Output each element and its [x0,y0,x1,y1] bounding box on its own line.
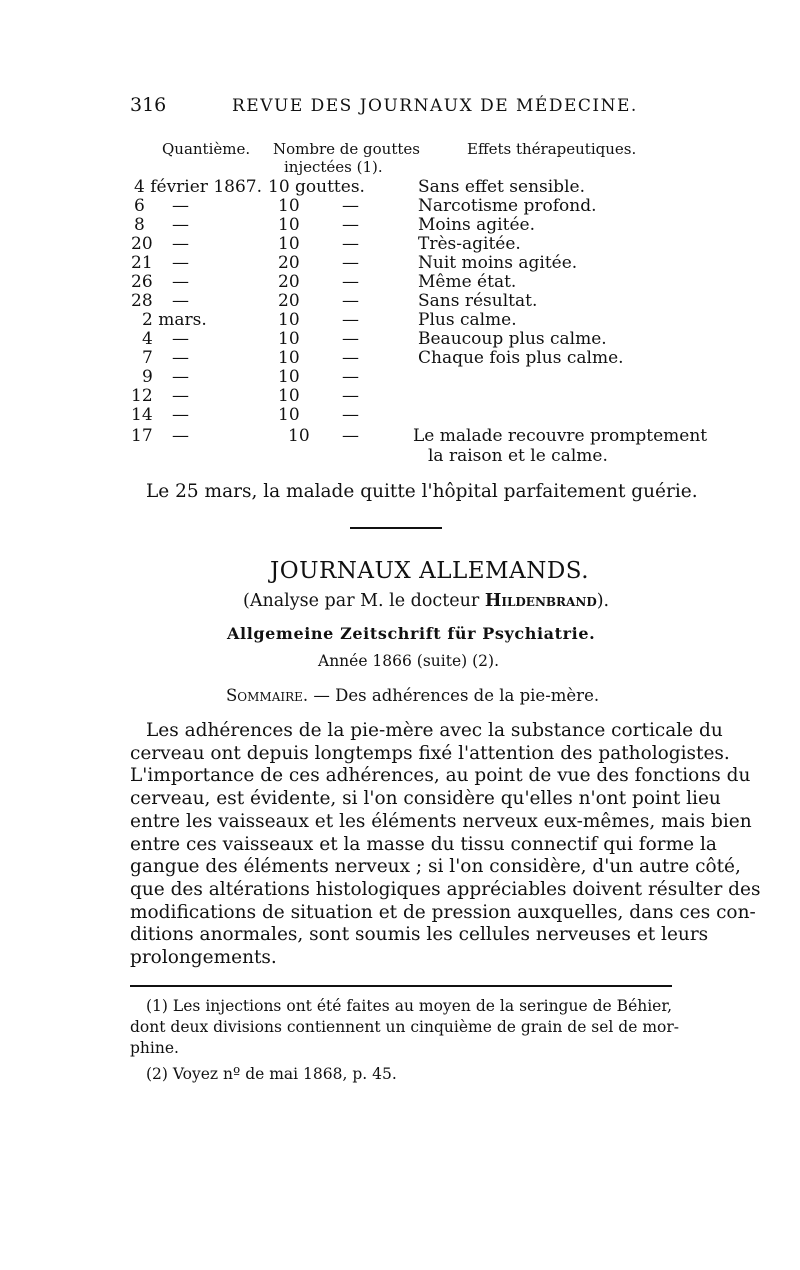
table-row [0,291,800,310]
journal-title: Allgemeine Zeitschrift für Psychiatrie. [227,624,596,643]
row-drops: 10 [278,329,300,349]
running-title: REVUE DES JOURNAUX DE MÉDECINE. [232,96,638,116]
footnote-line: (2) Voyez nº de mai 1868, p. 45. [146,1065,397,1083]
summary-text: — Des adhérences de la pie-mère. [308,686,600,705]
row-date: 21 [131,253,153,273]
row-ditto-1: — [172,253,189,273]
row-effect: Même état. [418,272,517,292]
table-row-continuation [0,446,800,465]
footnote-1 [130,996,680,1059]
byline [243,591,609,611]
row-effect: Moins agitée. [418,215,535,235]
row-effect: Chaque fois plus calme. [418,348,624,368]
row-drops: 10 [278,310,300,330]
row-ditto-2: — [342,234,359,254]
table-row [0,272,800,291]
row-ditto-1: — [172,272,189,292]
footnote-line: phine. [130,1039,179,1057]
row-date: 4 février 1867. [134,177,262,197]
byline-suffix: ). [596,591,610,611]
table-row [0,386,800,405]
table-row [0,234,800,253]
row-date: 4 [142,329,153,349]
row-effect: Narcotisme profond. [418,196,597,216]
footnote-line: dont deux divisions contiennent un cinquième de grain de sel de mor- [130,1018,680,1036]
row-drops: 10 [278,405,300,425]
row-ditto-2: — [342,329,359,349]
row-effect: Beaucoup plus calme. [418,329,607,349]
table-row [0,253,800,272]
row-effect: Le malade recouvre promptement [413,426,708,446]
row-date: 14 [131,405,153,425]
row-ditto-2: — [342,272,359,292]
row-drops: 20 [278,253,300,273]
row-ditto-2: — [342,253,359,273]
body-line: cerveau ont depuis longtemps fixé l'attention des pathologistes. [130,742,730,764]
row-drops: 10 [278,234,300,254]
row-ditto-2: — [342,291,359,311]
row-effect: Sans résultat. [418,291,538,311]
summary-label: Sommaire. [226,686,309,705]
body-line: entre ces vaisseaux et la masse du tissu connectif qui forme la [130,833,717,855]
page-number: 316 [130,94,167,116]
row-effect: Nuit moins agitée. [418,253,578,273]
column-header-date: Quantième. [162,140,251,158]
table-row [0,348,800,367]
row-ditto-1: — [172,291,189,311]
body-line: L'importance de ces adhérences, au point de vue des fonctions du [130,765,751,787]
row-drops: 10 [278,215,300,235]
section-title: JOURNAUX ALLEMANDS. [270,558,590,584]
row-ditto-2: — [342,426,359,446]
summary-line [226,686,599,705]
row-date: 12 [131,386,153,406]
section-divider [350,527,442,529]
row-drops: 20 [278,291,300,311]
row-ditto-1: — [172,405,189,425]
footnote-line: (1) Les injections ont été faites au moyen de la seringue de Béhier, [146,997,672,1015]
column-header-effects: Effets thérapeutiques. [467,140,637,158]
body-paragraph [130,720,761,970]
row-ditto-2: — [342,367,359,387]
row-date: 8 [134,215,145,235]
table-row [0,196,800,215]
row-effect-continuation: la raison et le calme. [428,446,608,466]
row-effect: Sans effet sensible. [418,177,585,197]
row-date: 20 [131,234,153,254]
row-drops: 10 [278,386,300,406]
row-ditto-2: — [342,348,359,368]
body-line: que des altérations histologiques appréciables doivent résulter des [130,878,761,900]
row-ditto-1: — [172,426,189,446]
footnote-rule [130,985,672,987]
row-date: 28 [131,291,153,311]
table-row [0,405,800,424]
column-header-drops-line2: injectées (1). [284,158,383,176]
row-drops: 20 [278,272,300,292]
table-row [0,426,800,445]
body-line: cerveau, est évidente, si l'on considère qu'elles n'ont point lieu [130,788,721,810]
body-line: entre les vaisseaux et les éléments nerveux eux-mêmes, mais bien [130,810,752,832]
row-effect: Très-agitée. [418,234,521,254]
table-row [0,215,800,234]
row-ditto-1: — [172,196,189,216]
row-ditto-1: — [172,234,189,254]
row-ditto-1: — [172,215,189,235]
row-drops: 10 [278,348,300,368]
row-ditto-2: — [342,310,359,330]
row-ditto-1: — [172,367,189,387]
year-line: Année 1866 (suite) (2). [318,652,500,670]
byline-prefix: (Analyse par M. le docteur [243,591,485,611]
row-date: 7 [142,348,153,368]
row-drops: 10 [288,426,310,446]
row-ditto-2: — [342,405,359,425]
closing-line: Le 25 mars, la malade quitte l'hôpital parfaitement guérie. [146,481,698,502]
table-row [0,329,800,348]
row-ditto-2: — [342,196,359,216]
row-ditto-2: — [342,215,359,235]
row-date: 26 [131,272,153,292]
row-ditto-2: — [342,386,359,406]
table-row [0,177,800,196]
footnote-2 [130,1064,672,1085]
row-date: 17 [131,426,153,446]
row-ditto-1: — [172,386,189,406]
body-line: modifications de situation et de pression auxquelles, dans ces con- [130,901,756,923]
row-date: 6 [134,196,145,216]
row-ditto-1: — [172,329,189,349]
body-line: ditions anormales, sont soumis les cellules nerveuses et leurs [130,924,709,946]
body-line: gangue des éléments nerveux ; si l'on considère, d'un autre côté, [130,856,741,878]
table-row [0,310,800,329]
row-effect: Plus calme. [418,310,517,330]
byline-author: Hildenbrand [484,591,597,611]
table-row [0,367,800,386]
row-ditto-1: — [172,348,189,368]
row-date: 2 mars. [142,310,207,330]
row-date: 9 [142,367,153,387]
column-header-drops: Nombre de gouttes [273,140,420,158]
row-drops: 10 [278,367,300,387]
body-line: prolongements. [130,947,277,969]
row-drops: 10 gouttes. [268,177,365,197]
body-line: Les adhérences de la pie-mère avec la substance corticale du [146,720,723,741]
row-drops: 10 [278,196,300,216]
